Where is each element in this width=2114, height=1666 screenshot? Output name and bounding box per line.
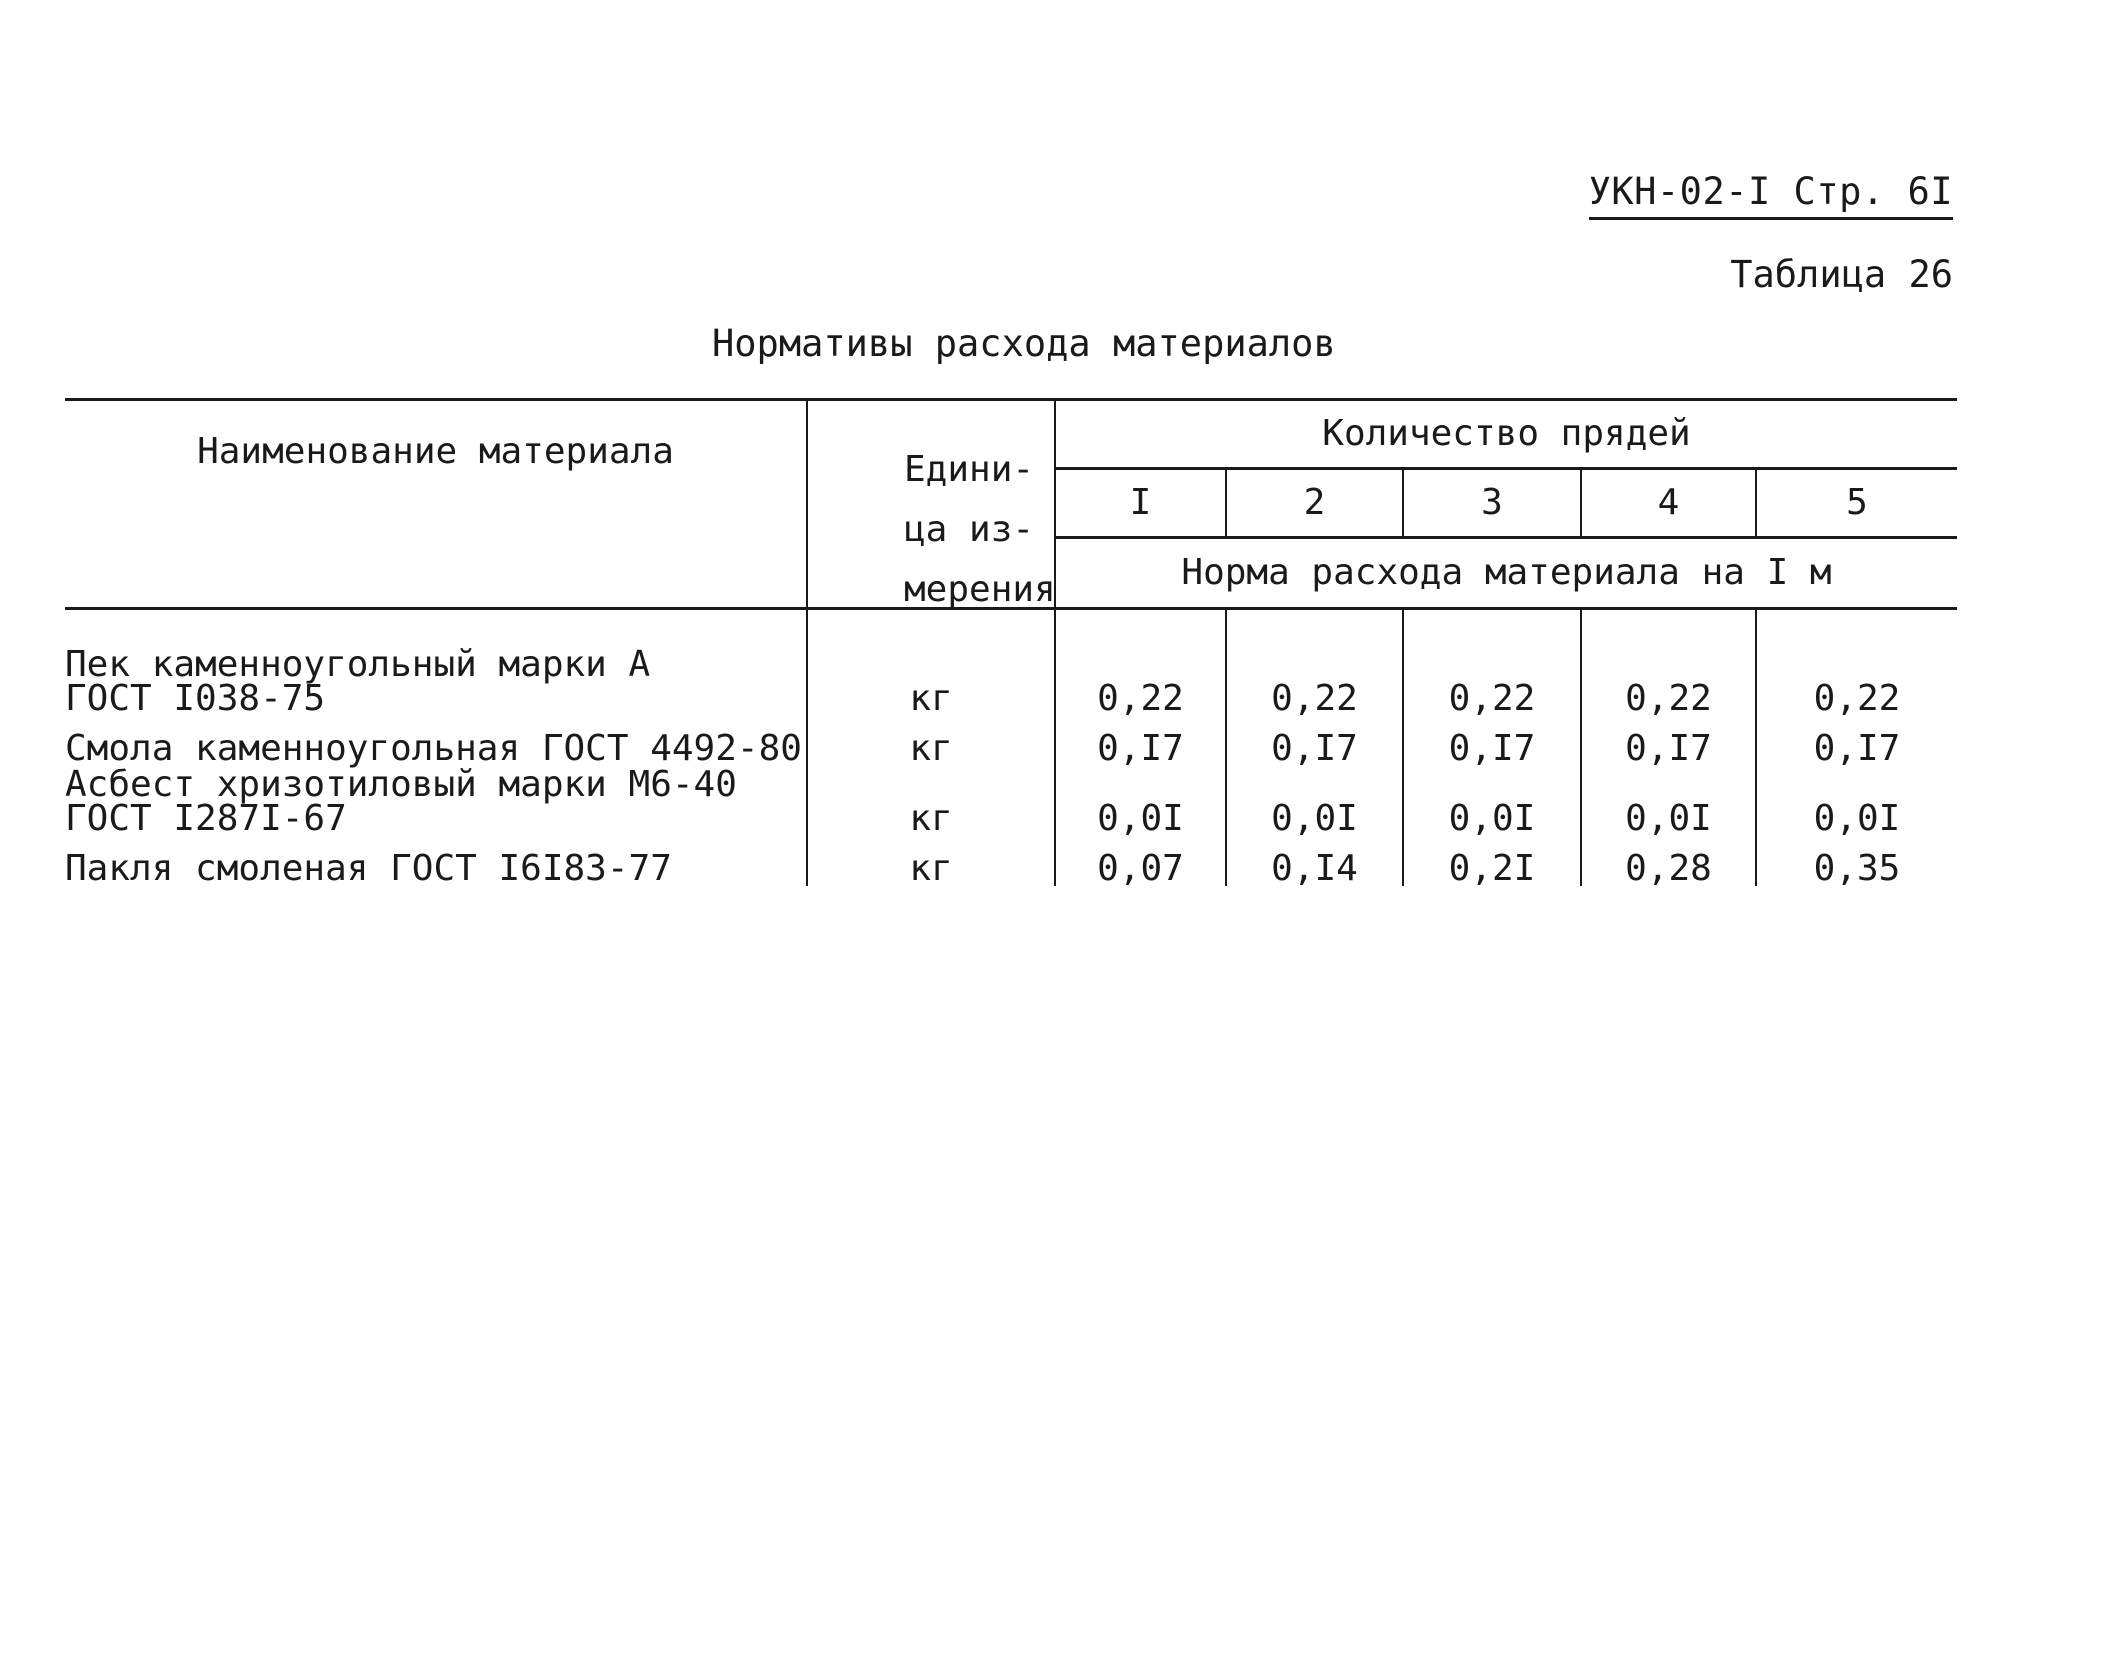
unit-cell: кг (807, 716, 1055, 766)
header-consumption-norm: Норма расхода материала на I м (1055, 537, 1957, 608)
material-name-line: Смола каменноугольная ГОСТ 4492-80 (65, 728, 802, 769)
material-name-line: Пек каменноугольный марки А (65, 644, 651, 685)
table-row (65, 646, 1957, 716)
value-cell: 0,2I (1403, 836, 1581, 886)
table-row (65, 836, 1957, 886)
material-name-line: Асбест хризотиловый марки М6-40 (65, 764, 737, 805)
value-cell: 0,22 (1813, 678, 1901, 719)
unit-cell: кг (807, 836, 1055, 886)
header-strand-2: 2 (1226, 468, 1403, 537)
header-material-name: Наименование материала (65, 400, 807, 609)
value-cell: 0,I7 (1055, 716, 1226, 766)
header-unit (807, 400, 1055, 609)
value-cell: 0,0I (1813, 798, 1901, 839)
table-number-label: Таблица 26 (1730, 253, 1953, 296)
header-unit-line: мерения (904, 569, 1056, 610)
header-strand-4: 4 (1581, 468, 1756, 537)
material-name-cell (65, 836, 807, 889)
norms-table (65, 398, 1957, 889)
value-cell: 0,35 (1813, 848, 1901, 889)
header-unit-line: ца из- (904, 509, 1035, 550)
value-cell: 0,0I (1581, 766, 1756, 836)
material-name-cell (65, 644, 807, 719)
material-name-line: ГОСТ I287I-67 (65, 798, 347, 839)
unit-cell: кг (807, 646, 1055, 716)
value-cell: 0,0I (1403, 766, 1581, 836)
header-strand-1: I (1055, 468, 1226, 537)
value-cell: 0,28 (1581, 836, 1756, 886)
value-cell: 0,I4 (1226, 836, 1403, 886)
header-strand-5: 5 (1756, 468, 1957, 537)
value-cell: 0,22 (1403, 646, 1581, 716)
table-spacer-row (65, 609, 1957, 647)
header-strand-3: 3 (1403, 468, 1581, 537)
value-cell: 0,I7 (1226, 716, 1403, 766)
document-code: УКН-02-I Стр. 6I (1589, 170, 1953, 220)
value-cell: 0,0I (1226, 766, 1403, 836)
table-row (65, 766, 1957, 836)
material-name-line: ГОСТ I038-75 (65, 678, 326, 719)
norms-table-container (65, 398, 1957, 889)
value-cell: 0,22 (1226, 646, 1403, 716)
header-unit-line: Едини- (904, 449, 1035, 490)
value-cell: 0,0I (1055, 766, 1226, 836)
header-strand-count: Количество прядей (1055, 400, 1957, 469)
value-cell: 0,I7 (1403, 716, 1581, 766)
table-row (65, 716, 1957, 766)
material-name-line: Пакля смоленая ГОСТ I6I83-77 (65, 848, 672, 889)
value-cell: 0,22 (1055, 646, 1226, 716)
material-name-cell (65, 764, 807, 839)
table-title: Нормативы расхода материалов (712, 322, 1336, 365)
material-name-cell (65, 716, 807, 769)
value-cell: 0,I7 (1813, 728, 1901, 769)
value-cell: 0,22 (1581, 646, 1756, 716)
value-cell: 0,I7 (1581, 716, 1756, 766)
unit-cell: кг (807, 766, 1055, 836)
value-cell: 0,07 (1055, 836, 1226, 886)
